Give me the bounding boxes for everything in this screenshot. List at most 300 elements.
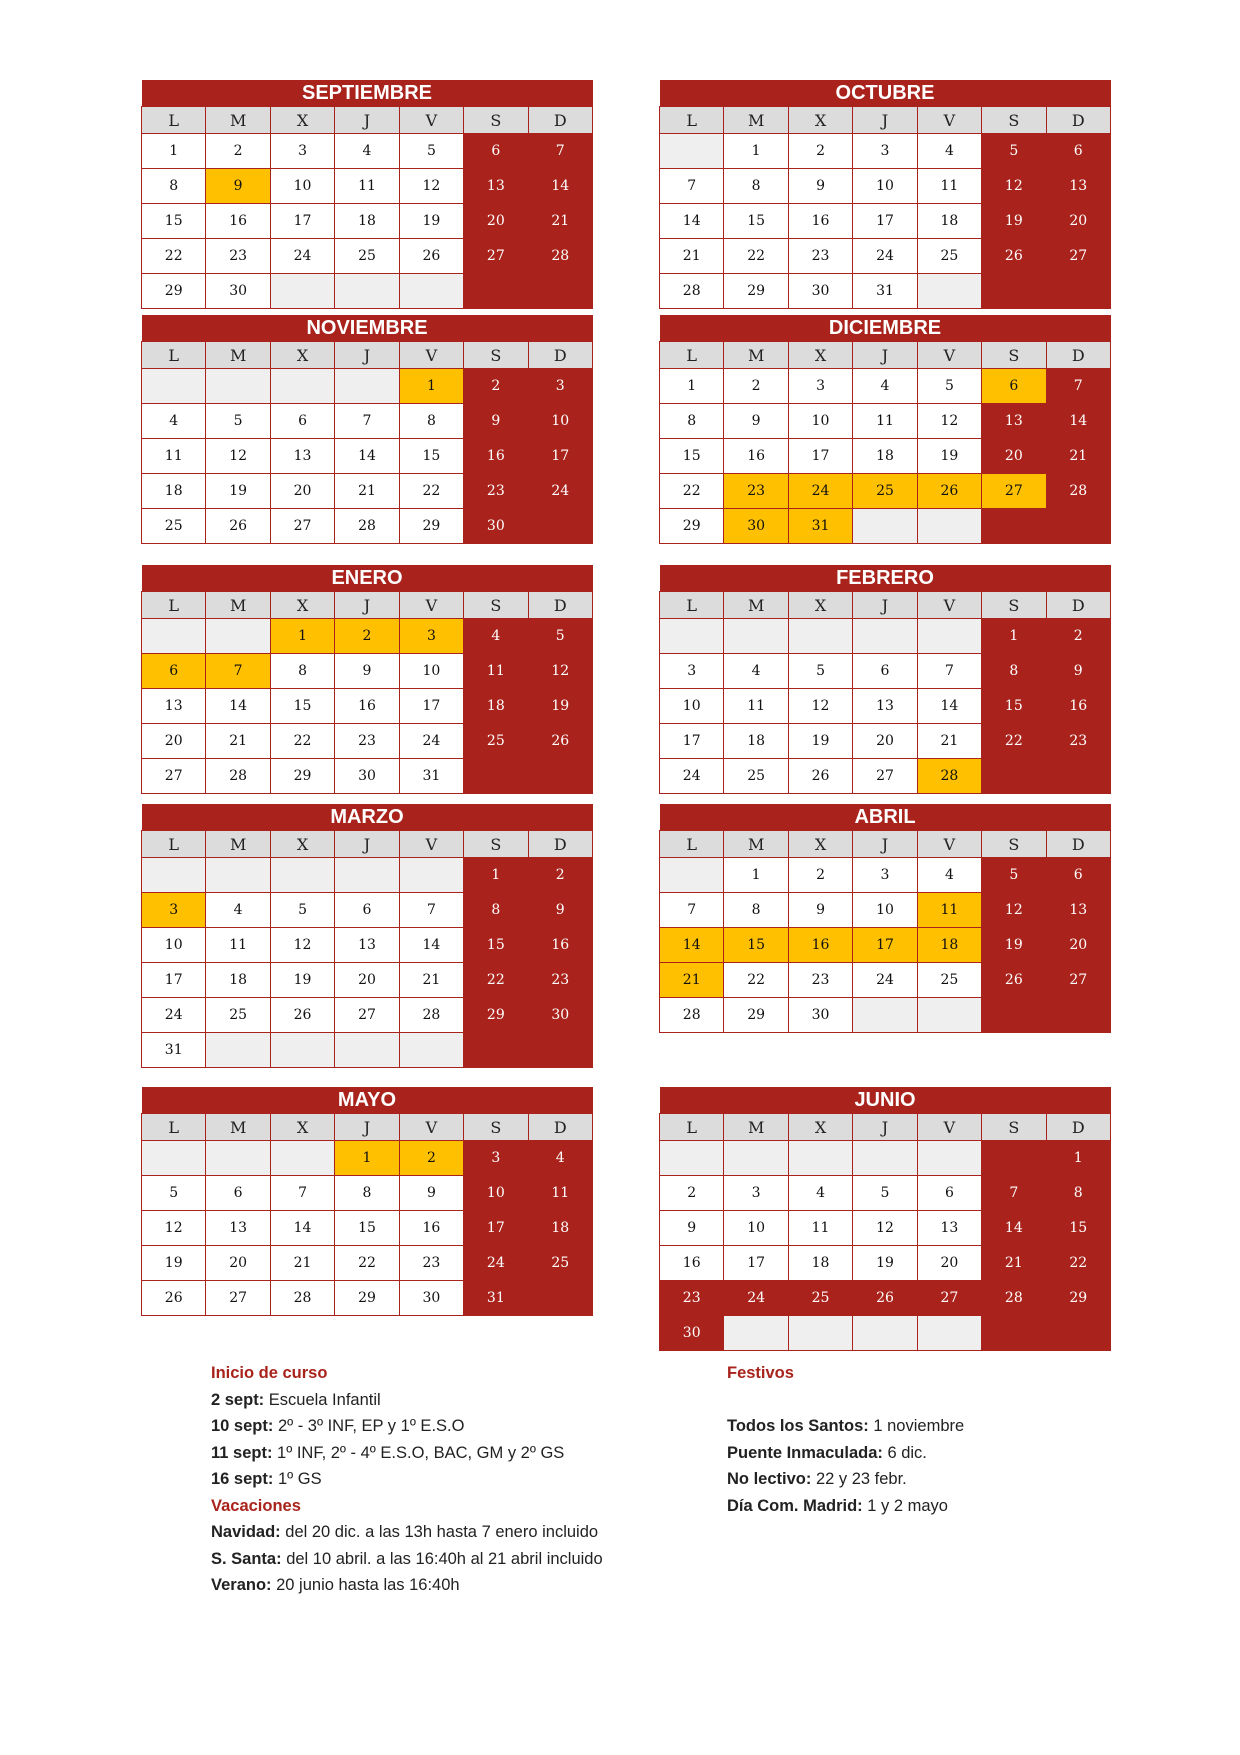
- day-cell: 16: [724, 439, 788, 474]
- day-cell: 10: [399, 654, 463, 689]
- day-cell: 3: [270, 134, 334, 169]
- month-title: ABRIL: [660, 804, 1111, 831]
- weekday-header: L: [142, 1114, 206, 1141]
- day-cell: 9: [660, 1211, 724, 1246]
- day-cell: 14: [528, 169, 592, 204]
- day-cell: 27: [206, 1281, 270, 1316]
- day-cell: 24: [724, 1281, 788, 1316]
- empty-day-cell: [982, 1141, 1046, 1176]
- day-cell: 18: [724, 724, 788, 759]
- day-cell: 1: [660, 369, 724, 404]
- weekday-header: D: [528, 107, 592, 134]
- empty-day-cell: [982, 509, 1046, 544]
- day-cell: 4: [528, 1141, 592, 1176]
- day-cell: 8: [464, 893, 528, 928]
- day-cell: 17: [660, 724, 724, 759]
- day-cell: 11: [917, 893, 981, 928]
- day-cell: 22: [270, 724, 334, 759]
- day-cell: 9: [528, 893, 592, 928]
- day-cell: 14: [399, 928, 463, 963]
- empty-day-cell: [1046, 998, 1110, 1033]
- weekday-header: J: [853, 831, 917, 858]
- day-cell: 23: [788, 239, 852, 274]
- weekday-header: V: [917, 1114, 981, 1141]
- day-cell: 23: [724, 474, 788, 509]
- day-cell: 8: [1046, 1176, 1110, 1211]
- day-cell: 13: [464, 169, 528, 204]
- weekday-header: J: [335, 342, 399, 369]
- weekday-header: S: [982, 107, 1046, 134]
- weekday-header: V: [399, 831, 463, 858]
- day-cell: 24: [142, 998, 206, 1033]
- day-cell: 27: [917, 1281, 981, 1316]
- weekday-header: D: [1046, 107, 1110, 134]
- day-cell: 26: [270, 998, 334, 1033]
- weekday-header: M: [206, 342, 270, 369]
- empty-day-cell: [528, 274, 592, 309]
- day-cell: 18: [142, 474, 206, 509]
- day-cell: 3: [464, 1141, 528, 1176]
- day-cell: 25: [142, 509, 206, 544]
- day-cell: 19: [853, 1246, 917, 1281]
- notes-item-text: 22 y 23 febr.: [811, 1470, 907, 1488]
- notes-item: [211, 1519, 603, 1546]
- weekday-header: M: [206, 1114, 270, 1141]
- day-cell: 16: [788, 204, 852, 239]
- weekday-header: X: [788, 831, 852, 858]
- day-cell: 13: [982, 404, 1046, 439]
- weekday-header: S: [464, 1114, 528, 1141]
- month-title: ENERO: [142, 565, 593, 592]
- day-cell: 28: [206, 759, 270, 794]
- day-cell: 21: [917, 724, 981, 759]
- empty-day-cell: [660, 619, 724, 654]
- weekday-header: V: [399, 1114, 463, 1141]
- day-cell: 8: [335, 1176, 399, 1211]
- day-cell: 13: [270, 439, 334, 474]
- day-cell: 20: [1046, 204, 1110, 239]
- empty-day-cell: [1046, 759, 1110, 794]
- weekday-header: S: [982, 1114, 1046, 1141]
- day-cell: 6: [270, 404, 334, 439]
- day-cell: 20: [335, 963, 399, 998]
- day-cell: 1: [724, 134, 788, 169]
- day-cell: 2: [399, 1141, 463, 1176]
- day-cell: 12: [142, 1211, 206, 1246]
- day-cell: 25: [853, 474, 917, 509]
- day-cell: 30: [464, 509, 528, 544]
- weekday-header: D: [528, 342, 592, 369]
- day-cell: 7: [660, 893, 724, 928]
- weekday-header: S: [982, 592, 1046, 619]
- day-cell: 6: [1046, 134, 1110, 169]
- weekday-header: S: [464, 592, 528, 619]
- empty-day-cell: [335, 1033, 399, 1068]
- day-cell: 21: [660, 963, 724, 998]
- day-cell: 7: [335, 404, 399, 439]
- day-cell: 18: [917, 204, 981, 239]
- empty-day-cell: [1046, 274, 1110, 309]
- day-cell: 22: [724, 239, 788, 274]
- day-cell: 17: [464, 1211, 528, 1246]
- day-cell: 25: [917, 239, 981, 274]
- day-cell: 20: [270, 474, 334, 509]
- day-cell: 1: [724, 858, 788, 893]
- empty-day-cell: [982, 1316, 1046, 1351]
- day-cell: 30: [528, 998, 592, 1033]
- empty-day-cell: [1046, 509, 1110, 544]
- weekday-header: X: [270, 592, 334, 619]
- day-cell: 28: [660, 998, 724, 1033]
- day-cell: 15: [724, 204, 788, 239]
- day-cell: 26: [399, 239, 463, 274]
- day-cell: 28: [660, 274, 724, 309]
- day-cell: 24: [399, 724, 463, 759]
- day-cell: 19: [142, 1246, 206, 1281]
- month-abril: [659, 804, 1111, 1033]
- empty-day-cell: [206, 1141, 270, 1176]
- day-cell: 15: [335, 1211, 399, 1246]
- empty-day-cell: [917, 1141, 981, 1176]
- day-cell: 21: [206, 724, 270, 759]
- weekday-header: J: [335, 1114, 399, 1141]
- day-cell: 14: [917, 689, 981, 724]
- day-cell: 31: [788, 509, 852, 544]
- day-cell: 15: [464, 928, 528, 963]
- weekday-header: J: [335, 107, 399, 134]
- day-cell: 10: [853, 893, 917, 928]
- day-cell: 21: [1046, 439, 1110, 474]
- day-cell: 3: [399, 619, 463, 654]
- weekday-header: V: [399, 592, 463, 619]
- day-cell: 6: [464, 134, 528, 169]
- weekday-header: D: [528, 831, 592, 858]
- notes-item-text: Escuela Infantil: [264, 1390, 381, 1409]
- day-cell: 12: [206, 439, 270, 474]
- notes-item-label: 16 sept:: [211, 1470, 274, 1488]
- day-cell: 10: [853, 169, 917, 204]
- day-cell: 11: [206, 928, 270, 963]
- day-cell: 18: [788, 1246, 852, 1281]
- day-cell: 31: [464, 1281, 528, 1316]
- day-cell: 2: [464, 369, 528, 404]
- empty-day-cell: [853, 1316, 917, 1351]
- weekday-header: M: [724, 1114, 788, 1141]
- day-cell: 19: [788, 724, 852, 759]
- weekday-header: S: [464, 831, 528, 858]
- empty-day-cell: [335, 369, 399, 404]
- weekday-header: V: [917, 592, 981, 619]
- day-cell: 12: [917, 404, 981, 439]
- empty-day-cell: [142, 619, 206, 654]
- weekday-header: L: [142, 831, 206, 858]
- day-cell: 3: [142, 893, 206, 928]
- day-cell: 23: [335, 724, 399, 759]
- day-cell: 9: [724, 404, 788, 439]
- day-cell: 4: [853, 369, 917, 404]
- day-cell: 25: [464, 724, 528, 759]
- day-cell: 20: [464, 204, 528, 239]
- day-cell: 12: [270, 928, 334, 963]
- empty-day-cell: [528, 509, 592, 544]
- day-cell: 27: [464, 239, 528, 274]
- weekday-header: X: [788, 1114, 852, 1141]
- day-cell: 22: [660, 474, 724, 509]
- notes-item-label: 11 sept:: [211, 1443, 273, 1462]
- empty-day-cell: [270, 1141, 334, 1176]
- day-cell: 8: [982, 654, 1046, 689]
- day-cell: 4: [788, 1176, 852, 1211]
- day-cell: 15: [660, 439, 724, 474]
- empty-day-cell: [464, 759, 528, 794]
- month-mayo: [141, 1087, 593, 1316]
- day-cell: 29: [660, 509, 724, 544]
- day-cell: 23: [206, 239, 270, 274]
- day-cell: 27: [1046, 963, 1110, 998]
- day-cell: 24: [853, 963, 917, 998]
- notes-item-text: del 20 dic. a las 13h hasta 7 enero incluido: [280, 1523, 599, 1541]
- empty-day-cell: [788, 1316, 852, 1351]
- day-cell: 30: [660, 1316, 724, 1351]
- day-cell: 28: [528, 239, 592, 274]
- weekday-header: X: [788, 107, 852, 134]
- day-cell: 16: [528, 928, 592, 963]
- weekday-header: X: [270, 831, 334, 858]
- month-febrero: [659, 565, 1111, 794]
- day-cell: 23: [399, 1246, 463, 1281]
- day-cell: 23: [788, 963, 852, 998]
- day-cell: 14: [206, 689, 270, 724]
- day-cell: 2: [788, 134, 852, 169]
- day-cell: 16: [335, 689, 399, 724]
- empty-day-cell: [399, 274, 463, 309]
- day-cell: 30: [206, 274, 270, 309]
- month-title: NOVIEMBRE: [142, 315, 593, 342]
- day-cell: 24: [788, 474, 852, 509]
- day-cell: 31: [853, 274, 917, 309]
- empty-day-cell: [788, 619, 852, 654]
- day-cell: 20: [853, 724, 917, 759]
- day-cell: 27: [1046, 239, 1110, 274]
- day-cell: 1: [1046, 1141, 1110, 1176]
- weekday-header: L: [660, 342, 724, 369]
- day-cell: 6: [1046, 858, 1110, 893]
- day-cell: 25: [335, 239, 399, 274]
- day-cell: 17: [399, 689, 463, 724]
- weekday-header: J: [335, 592, 399, 619]
- day-cell: 7: [528, 134, 592, 169]
- weekday-header: L: [660, 592, 724, 619]
- weekday-header: L: [660, 1114, 724, 1141]
- day-cell: 9: [206, 169, 270, 204]
- day-cell: 8: [399, 404, 463, 439]
- day-cell: 29: [464, 998, 528, 1033]
- notes-item-label: No lectivo:: [727, 1470, 812, 1488]
- day-cell: 5: [788, 654, 852, 689]
- day-cell: 3: [724, 1176, 788, 1211]
- day-cell: 27: [142, 759, 206, 794]
- day-cell: 29: [1046, 1281, 1110, 1316]
- weekday-header: D: [528, 1114, 592, 1141]
- empty-day-cell: [853, 509, 917, 544]
- day-cell: 14: [660, 204, 724, 239]
- notes-item-label: Verano:: [211, 1576, 272, 1594]
- day-cell: 19: [982, 204, 1046, 239]
- empty-day-cell: [917, 509, 981, 544]
- day-cell: 18: [335, 204, 399, 239]
- day-cell: 9: [788, 893, 852, 928]
- empty-day-cell: [464, 274, 528, 309]
- month-title: JUNIO: [660, 1087, 1111, 1114]
- day-cell: 2: [1046, 619, 1110, 654]
- day-cell: 15: [399, 439, 463, 474]
- day-cell: 22: [335, 1246, 399, 1281]
- weekday-header: S: [464, 107, 528, 134]
- day-cell: 24: [464, 1246, 528, 1281]
- day-cell: 30: [399, 1281, 463, 1316]
- day-cell: 2: [724, 369, 788, 404]
- empty-day-cell: [853, 619, 917, 654]
- day-cell: 22: [464, 963, 528, 998]
- day-cell: 21: [982, 1246, 1046, 1281]
- day-cell: 16: [464, 439, 528, 474]
- notes-left: [211, 1360, 603, 1599]
- day-cell: 29: [724, 274, 788, 309]
- notes-item: [211, 1546, 603, 1573]
- day-cell: 18: [464, 689, 528, 724]
- day-cell: 17: [853, 928, 917, 963]
- day-cell: 6: [917, 1176, 981, 1211]
- day-cell: 17: [142, 963, 206, 998]
- empty-day-cell: [982, 998, 1046, 1033]
- weekday-header: X: [270, 342, 334, 369]
- weekday-header: V: [399, 107, 463, 134]
- day-cell: 16: [399, 1211, 463, 1246]
- weekday-header: V: [917, 831, 981, 858]
- day-cell: 8: [724, 893, 788, 928]
- day-cell: 8: [724, 169, 788, 204]
- empty-day-cell: [917, 274, 981, 309]
- empty-day-cell: [1046, 1316, 1110, 1351]
- empty-day-cell: [853, 1141, 917, 1176]
- empty-day-cell: [206, 369, 270, 404]
- day-cell: 3: [528, 369, 592, 404]
- day-cell: 25: [528, 1246, 592, 1281]
- day-cell: 11: [335, 169, 399, 204]
- day-cell: 19: [917, 439, 981, 474]
- day-cell: 12: [788, 689, 852, 724]
- day-cell: 18: [206, 963, 270, 998]
- day-cell: 29: [335, 1281, 399, 1316]
- weekday-header: M: [724, 342, 788, 369]
- empty-day-cell: [660, 134, 724, 169]
- day-cell: 10: [788, 404, 852, 439]
- day-cell: 22: [399, 474, 463, 509]
- day-cell: 10: [270, 169, 334, 204]
- day-cell: 22: [724, 963, 788, 998]
- day-cell: 22: [142, 239, 206, 274]
- empty-day-cell: [464, 1033, 528, 1068]
- notes-item: [211, 1387, 603, 1414]
- day-cell: 14: [660, 928, 724, 963]
- day-cell: 1: [464, 858, 528, 893]
- day-cell: 25: [724, 759, 788, 794]
- day-cell: 22: [982, 724, 1046, 759]
- month-diciembre: [659, 315, 1111, 544]
- day-cell: 25: [917, 963, 981, 998]
- day-cell: 7: [206, 654, 270, 689]
- weekday-header: X: [270, 1114, 334, 1141]
- notes-spacer: [727, 1387, 964, 1414]
- day-cell: 9: [788, 169, 852, 204]
- empty-day-cell: [270, 1033, 334, 1068]
- day-cell: 26: [788, 759, 852, 794]
- day-cell: 14: [1046, 404, 1110, 439]
- notes-item: [211, 1572, 603, 1599]
- day-cell: 5: [206, 404, 270, 439]
- month-marzo: [141, 804, 593, 1068]
- day-cell: 28: [982, 1281, 1046, 1316]
- day-cell: 10: [660, 689, 724, 724]
- empty-day-cell: [528, 1281, 592, 1316]
- weekday-header: M: [724, 831, 788, 858]
- day-cell: 19: [399, 204, 463, 239]
- day-cell: 11: [142, 439, 206, 474]
- empty-day-cell: [724, 1141, 788, 1176]
- day-cell: 16: [206, 204, 270, 239]
- notes-heading: Vacaciones: [211, 1496, 301, 1515]
- day-cell: 3: [853, 858, 917, 893]
- day-cell: 16: [788, 928, 852, 963]
- notes-item: [211, 1466, 603, 1493]
- day-cell: 21: [335, 474, 399, 509]
- notes-item-label: 10 sept:: [211, 1417, 274, 1435]
- weekday-header: J: [853, 107, 917, 134]
- day-cell: 23: [660, 1281, 724, 1316]
- day-cell: 9: [464, 404, 528, 439]
- weekday-header: D: [1046, 592, 1110, 619]
- day-cell: 29: [724, 998, 788, 1033]
- empty-day-cell: [982, 274, 1046, 309]
- day-cell: 19: [206, 474, 270, 509]
- empty-day-cell: [142, 1141, 206, 1176]
- day-cell: 19: [982, 928, 1046, 963]
- day-cell: 7: [982, 1176, 1046, 1211]
- weekday-header: X: [788, 592, 852, 619]
- day-cell: 26: [206, 509, 270, 544]
- day-cell: 15: [270, 689, 334, 724]
- day-cell: 1: [399, 369, 463, 404]
- day-cell: 4: [142, 404, 206, 439]
- day-cell: 11: [528, 1176, 592, 1211]
- empty-day-cell: [206, 858, 270, 893]
- day-cell: 25: [206, 998, 270, 1033]
- day-cell: 6: [142, 654, 206, 689]
- empty-day-cell: [982, 759, 1046, 794]
- notes-item: [727, 1493, 964, 1520]
- weekday-header: L: [142, 107, 206, 134]
- day-cell: 11: [917, 169, 981, 204]
- month-title: DICIEMBRE: [660, 315, 1111, 342]
- day-cell: 13: [1046, 169, 1110, 204]
- day-cell: 11: [853, 404, 917, 439]
- weekday-header: J: [335, 831, 399, 858]
- notes-item: [727, 1413, 964, 1440]
- day-cell: 20: [1046, 928, 1110, 963]
- month-title: MARZO: [142, 804, 593, 831]
- weekday-header: S: [464, 342, 528, 369]
- day-cell: 12: [982, 169, 1046, 204]
